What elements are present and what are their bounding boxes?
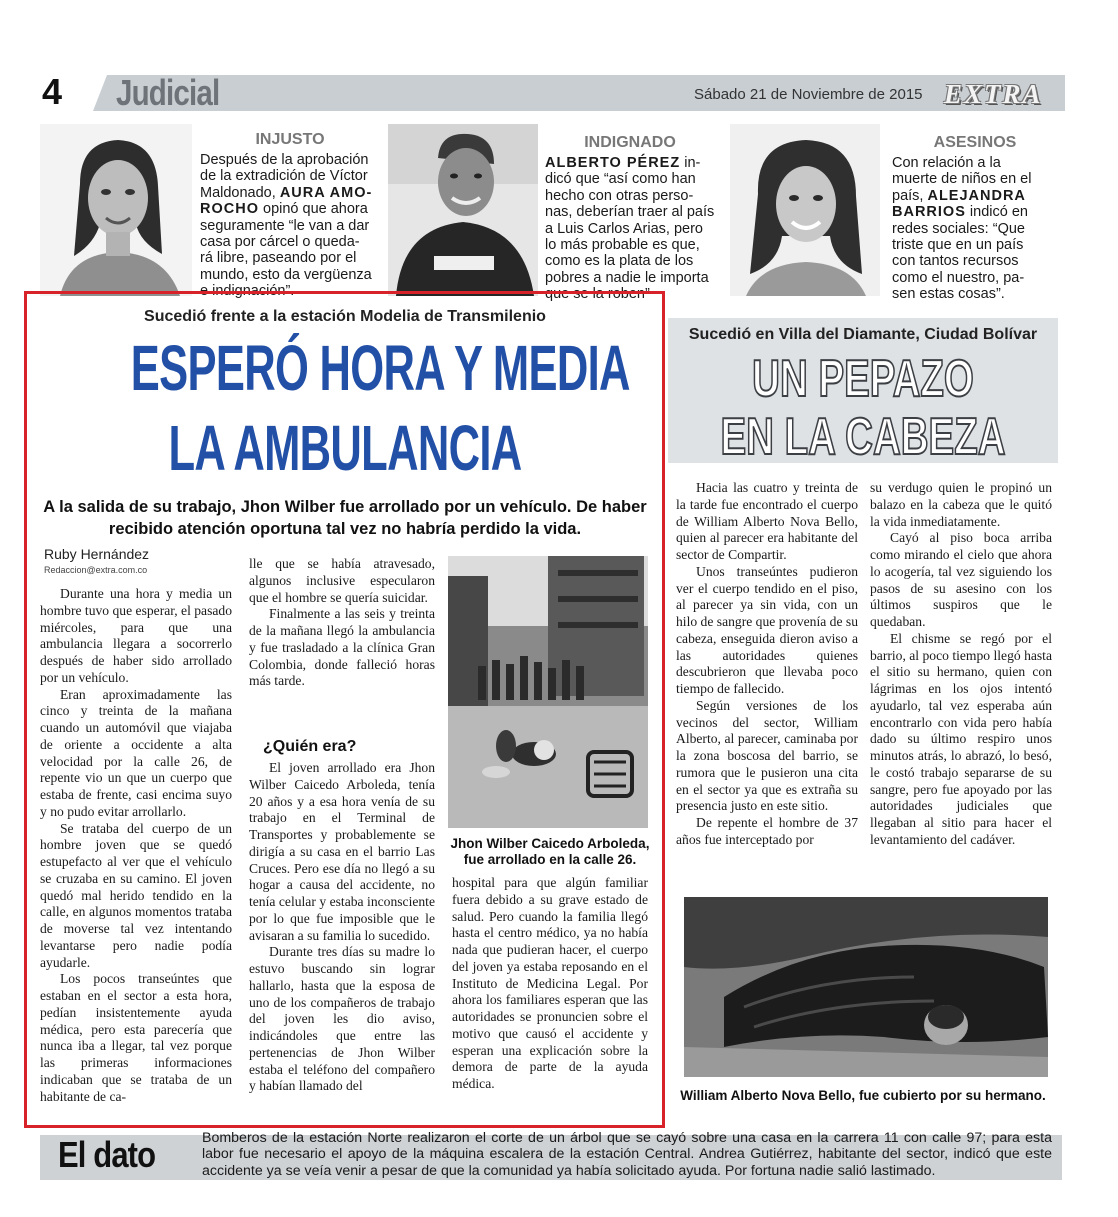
second-story-column-1: Hacia las cuatro y treinta de la tarde fue encontrado el cuerpo de William Alberto Nova Bello, quien al parecer era habitante del sector de Compartir. Unos transeúntes pudieron ver el cuerpo tendido en el piso, al parecer ya sin vida, con un hilo de sangre que provenía de su cabeza, enseguida dieron aviso a las autoridades quienes descubrieron que llevaba poco tiempo de fallecido. Según versiones de los vecinos del sector, William Alberto, al parecer, caminaba por la zona boscosa del barrio, se rumora que le pusieron una cita en el sector ya que es extraña su presencia justo en este sitio. De repente el hombre de 37 años fue interceptado por bbox=[676, 480, 858, 847]
opinion-label-indignado: INDIGNADO bbox=[584, 134, 676, 151]
opinion-photo-man bbox=[388, 124, 538, 296]
main-story-headline-line1: ESPERÓ HORA Y MEDIA bbox=[130, 332, 630, 404]
main-story-column-3: hospital para que algún familiar fuera debido a su grave estado de salud. Pero cuando la familia llegó hasta el centro médico, ya no había nada que pudieran hacer, el cuerpo del joven ya estaba reposando en el Instituto de Medicina Legal. Por ahora los familiares esperan que las autoridades se pronuncien sobre el motivo que causó el accidente y esperan una explicación sobre la demora de parte de la ayuda médica. bbox=[452, 875, 648, 1091]
opinion-photo-young-woman bbox=[730, 124, 880, 296]
publication-date: Sábado 21 de Noviembre de 2015 bbox=[694, 86, 923, 103]
victim-covered-photo bbox=[684, 897, 1048, 1077]
main-story-kicker: Sucedió frente a la estación Modelia de Transmilenio bbox=[144, 308, 546, 325]
main-story-column-1: Durante una hora y media un hombre tuvo que esperar, el pasado miércoles, para que una ambulancia llegara a socorrerlo después de haber sido arrollado por un vehículo. Eran aproximadamente las cinco y treinta de la mañana cuando un automóvil que viajaba de oriente a occidente a alta velocidad por la calle 26, de repente vio un que un cuerpo que estaba de frente, casi encima suyo y no pudo evitar arrollarlo. Se trataba del cuerpo de un hombre joven que se quedó estupefacto al ver que el vehículo se cruzaba en su camino. El joven quedó mal herido tendido en la calle, en algunos momentos trataba de moverse tal vez intentando levantarse pero nadie podía ayudarle. Los pocos transeúntes que estaban en el sector a esta hora, pedían insistentemente ayuda médica, pero esta parecería que nunca iba a llegar, tal vez porque las primeras informaciones indicaban que se trataba de un habitante de ca- bbox=[40, 586, 232, 1104]
main-story-deck: A la salida de su trabajo, Jhon Wilber fue arrollado por un vehículo. De haber recibido atención oportuna tal vez no habría perdido la vida. bbox=[43, 498, 647, 538]
accident-photo-caption: Jhon Wilber Caicedo Arboleda, fue arrollado en la calle 26. bbox=[450, 836, 650, 867]
main-story-column-2-top: lle que se había atravesado, algunos inclusive especularon que el hombre se quería suicidar. Finalmente a las seis y treinta de la mañana llegó la ambulancia y fue trasladado a la clínica Gran Colombia, donde falleció horas más tarde. bbox=[249, 556, 435, 689]
second-story-headline-line2: EN LA CABEZA bbox=[720, 408, 1006, 466]
page-number: 4 bbox=[42, 71, 63, 112]
second-story-headline-line1: UN PEPAZO bbox=[752, 350, 974, 408]
section-title: Judicial bbox=[116, 72, 220, 113]
main-story-email: Redaccion@extra.com.co bbox=[44, 565, 148, 575]
second-story-kicker: Sucedió en Villa del Diamante, Ciudad Bolívar bbox=[688, 326, 1038, 343]
opinion-label-asesinos: ASESINOS bbox=[933, 134, 1017, 151]
brand-logo: EXTRA bbox=[944, 79, 1043, 109]
opinion-photo-woman bbox=[40, 124, 192, 296]
main-story-byline: Ruby Hernández bbox=[44, 546, 150, 562]
victim-photo-caption: William Alberto Nova Bello, fue cubierto por su hermano. bbox=[680, 1088, 1046, 1103]
section-bar-notch bbox=[93, 75, 107, 111]
opinion-label-injusto: INJUSTO bbox=[255, 131, 325, 148]
main-story-headline-line2: LA AMBULANCIA bbox=[168, 412, 522, 484]
el-dato-label: El dato bbox=[58, 1134, 156, 1175]
accident-scene-photo bbox=[448, 556, 648, 828]
main-story-column-2-bottom: El joven arrollado era Jhon Wilber Caicedo Arboleda, tenía 20 años y a esa hora venía de su trabajo en el Terminal de Transportes y probablemente se dirigía a su casa en el barrio Las Cruces. Pero ese día no llegó a su hogar a causa del accidente, no tenía celular y estaba inconsciente por lo que fue imposible que le avisaran a su familia lo sucedido. Durante tres días su madre lo estuvo buscando sin lograr hallarlo, hasta que la esposa de uno de los compañeros de trabajo del joven les dio aviso, indicándoles que entre las pertenencias de Jhon Wilber estaba el teléfono del compañero y habían llamado del bbox=[249, 760, 435, 1094]
opinion-text-asesinos: Con relación a la muerte de niños en el país, ALEJANDRA BARRIOS indicó en redes sociales: “Que triste que en un país con tantos recursos como el nuestro, pa- sen estas cosas”. bbox=[892, 155, 1032, 303]
el-dato-text: Bomberos de la estación Norte realizaron el corte de un árbol que se cayó sobre una casa en la carrera 11 con calle 97; para esta labor fue necesario el apoyo de la máquina escalera de la estación Central. Andrea Gutiérrez, habitante del sector, indicó que este accidente ya se veía venir a pesar de que la comunidad ya había solicitado ayuda. Por fortuna nadie salió lastimado. bbox=[202, 1130, 1052, 1179]
opinion-text-indignado: ALBERTO PÉREZ in- dicó que “así como han hecho con otras perso- nas, deberían traer al país a Luis Carlos Arias, pero lo más probable es que, como es la plata de los pobres a nadie le importa que se la roben” bbox=[545, 155, 715, 303]
second-story-column-2: su verdugo quien le propinó un balazo en la cabeza que le quitó la vida inmediatamente. Cayó al piso boca arriba como mirando el cielo que ahora lo acogería, tal vez siguiendo los pasos de su asesino con los últimos suspiros que le quedaban. El chisme se regó por el barrio, al poco tiempo llegó hasta el sitio su hermano, quien con lágrimas en los ojos intentó ayudarlo, tal vez esperaba aún encontrarlo con vida pero había dado su último respiro unos minutos atrás, lo abrazó, lo besó, le costó trabajo separarse de su sangre, pero fue apoyado por las autoridades judiciales que llegaban al sitio para hacer el levantamiento del cadáver. bbox=[870, 480, 1052, 847]
opinion-text-injusto: Después de la aprobación de la extradición de Víctor Maldonado, AURA AMO- ROCHO opinó que ahora seguramente “le van a dar casa por cárcel o queda- rá libre, paseando por el mundo, esto da vergüenza e indignación”. bbox=[200, 152, 373, 300]
main-story-subhead: ¿Quién era? bbox=[263, 738, 357, 755]
